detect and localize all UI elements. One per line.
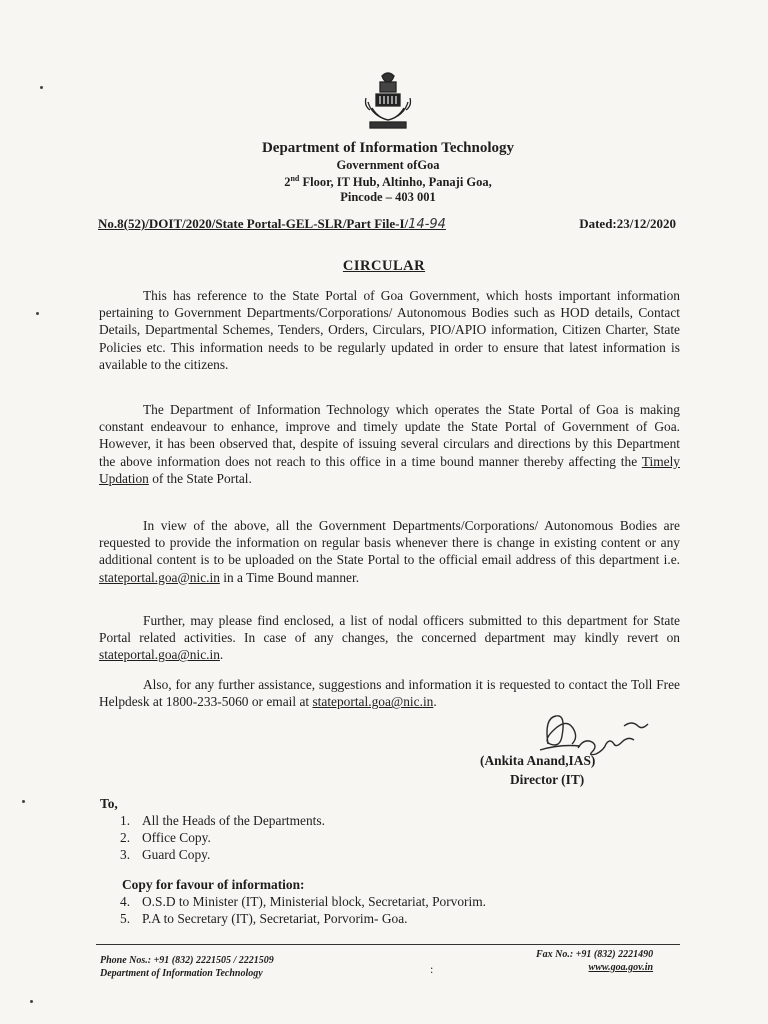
- timely-updation-text: Timely Updation: [99, 453, 680, 486]
- handwritten-number: 14-94: [408, 217, 446, 232]
- email-link[interactable]: stateportal.goa@nic.in: [99, 647, 220, 663]
- paragraph-4-text-a: Further, may please find enclosed, a list of nodal officers submitted to this department for State Portal related activities. In case of any changes, the concerned department may kindly revert on: [99, 613, 680, 646]
- list-text: All the Heads of the Departments.: [142, 813, 325, 828]
- footer-fax: Fax No.: +91 (832) 2221490: [536, 949, 654, 960]
- department-title: Department of Information Technology: [261, 140, 515, 156]
- recipient-list: [120, 812, 325, 863]
- address-floor-suffix: nd: [290, 174, 300, 183]
- paragraph-5-text-a: Also, for any further assistance, suggestions and information it is requested to contact the Toll Free Helpdesk at 1800-233-5060 or email at: [99, 677, 680, 710]
- circular-date: 23/12/2020: [616, 216, 676, 231]
- paragraph-3-text-a: In view of the above, all the Government Departments/Corporations/ Autonomous Bodies are requested to provide the information on regular basis whenever there is change in existing content or any additional content is to be uploaded on the State Portal to the official email address of this department i.e.: [99, 518, 680, 568]
- email-link[interactable]: stateportal.goa@nic.in: [99, 569, 220, 585]
- list-number: 3.: [120, 847, 131, 862]
- list-item: [120, 829, 325, 846]
- address-rest: Floor, IT Hub, Altinho, Panaji Goa,: [299, 175, 492, 190]
- list-number: 1.: [120, 813, 131, 828]
- list-text: Guard Copy.: [142, 847, 211, 862]
- list-number: 5.: [120, 911, 131, 926]
- paragraph-2: [99, 401, 680, 487]
- pincode: Pincode – 403 001: [340, 190, 436, 204]
- paragraph-3-text-b: in a Time Bound manner.: [219, 569, 360, 585]
- scan-speck: [30, 1000, 33, 1003]
- list-number: 4.: [120, 894, 131, 909]
- footer-left: [100, 954, 274, 980]
- footer-department: Department of Information Technology: [100, 968, 263, 979]
- list-item: [120, 910, 486, 927]
- footer-divider: [96, 944, 680, 945]
- address-floor-number: 2: [284, 175, 291, 190]
- list-item: [120, 846, 325, 863]
- reference-number: No.8(52)/DOIT/2020/State Portal-GEL-SLR/Part File-I/: [98, 216, 409, 231]
- scan-speck: [22, 800, 25, 803]
- footer-right: [536, 948, 653, 974]
- scan-speck: [40, 86, 43, 89]
- paragraph-2-text-b: of the State Portal.: [148, 470, 252, 486]
- copy-heading: Copy for favour of information:: [122, 877, 305, 892]
- signatory-name: (Ankita Anand,IAS): [480, 753, 596, 768]
- paragraph-1: This has reference to the State Portal of Goa Government, which hosts important information pertaining to Government Departments/Corporations/ Autonomous Bodies such as HOD details, Contact Details, Departmental Schemes, Tenders, Orders, Circulars, PIO/APIO information, Citizen Charter, State Policies etc. This information needs to be regularly updated in order to ensure that latest information is available to the citizens.: [99, 288, 680, 372]
- list-text: Office Copy.: [142, 830, 211, 845]
- list-item: [120, 812, 325, 829]
- email-link[interactable]: stateportal.goa@nic.in: [312, 694, 434, 710]
- goa-emblem-icon: [362, 68, 414, 134]
- to-label: To,: [100, 796, 118, 811]
- paragraph-3: [99, 517, 680, 586]
- paragraph-2-text-a: The Department of Information Technology which operates the State Portal of Goa is making constant endeavour to enhance, improve and timely update the State Portal of Government of Goa. However, it has been observed that, despite of issuing several circulars and directions by this Department the above information does not reach to this office in a time bound manner thereby affecting the: [99, 402, 680, 469]
- list-text: P.A to Secretary (IT), Secretariat, Porvorim- Goa.: [142, 911, 408, 926]
- paragraph-5-text-b: .: [433, 694, 437, 710]
- reference-line: [98, 216, 676, 232]
- government-name: Government ofGoa: [336, 158, 440, 172]
- footer-colon: :: [430, 962, 434, 976]
- list-item: [120, 893, 486, 910]
- dated-block: [579, 216, 676, 232]
- copy-list: [120, 893, 486, 927]
- address-line: [4, 174, 768, 190]
- signatory-designation: Director (IT): [510, 772, 585, 787]
- website-link[interactable]: www.goa.gov.in: [588, 962, 654, 973]
- dated-label: Dated:: [579, 216, 617, 231]
- circular-title: CIRCULAR: [342, 258, 426, 274]
- footer-phone: Phone Nos.: +91 (832) 2221505 / 2221509: [100, 955, 274, 966]
- scan-speck: [36, 312, 39, 315]
- list-number: 2.: [120, 830, 131, 845]
- paragraph-4-text-b: .: [219, 647, 224, 663]
- list-text: O.S.D to Minister (IT), Ministerial block, Secretariat, Porvorim.: [142, 894, 486, 909]
- paragraph-4: [99, 612, 680, 664]
